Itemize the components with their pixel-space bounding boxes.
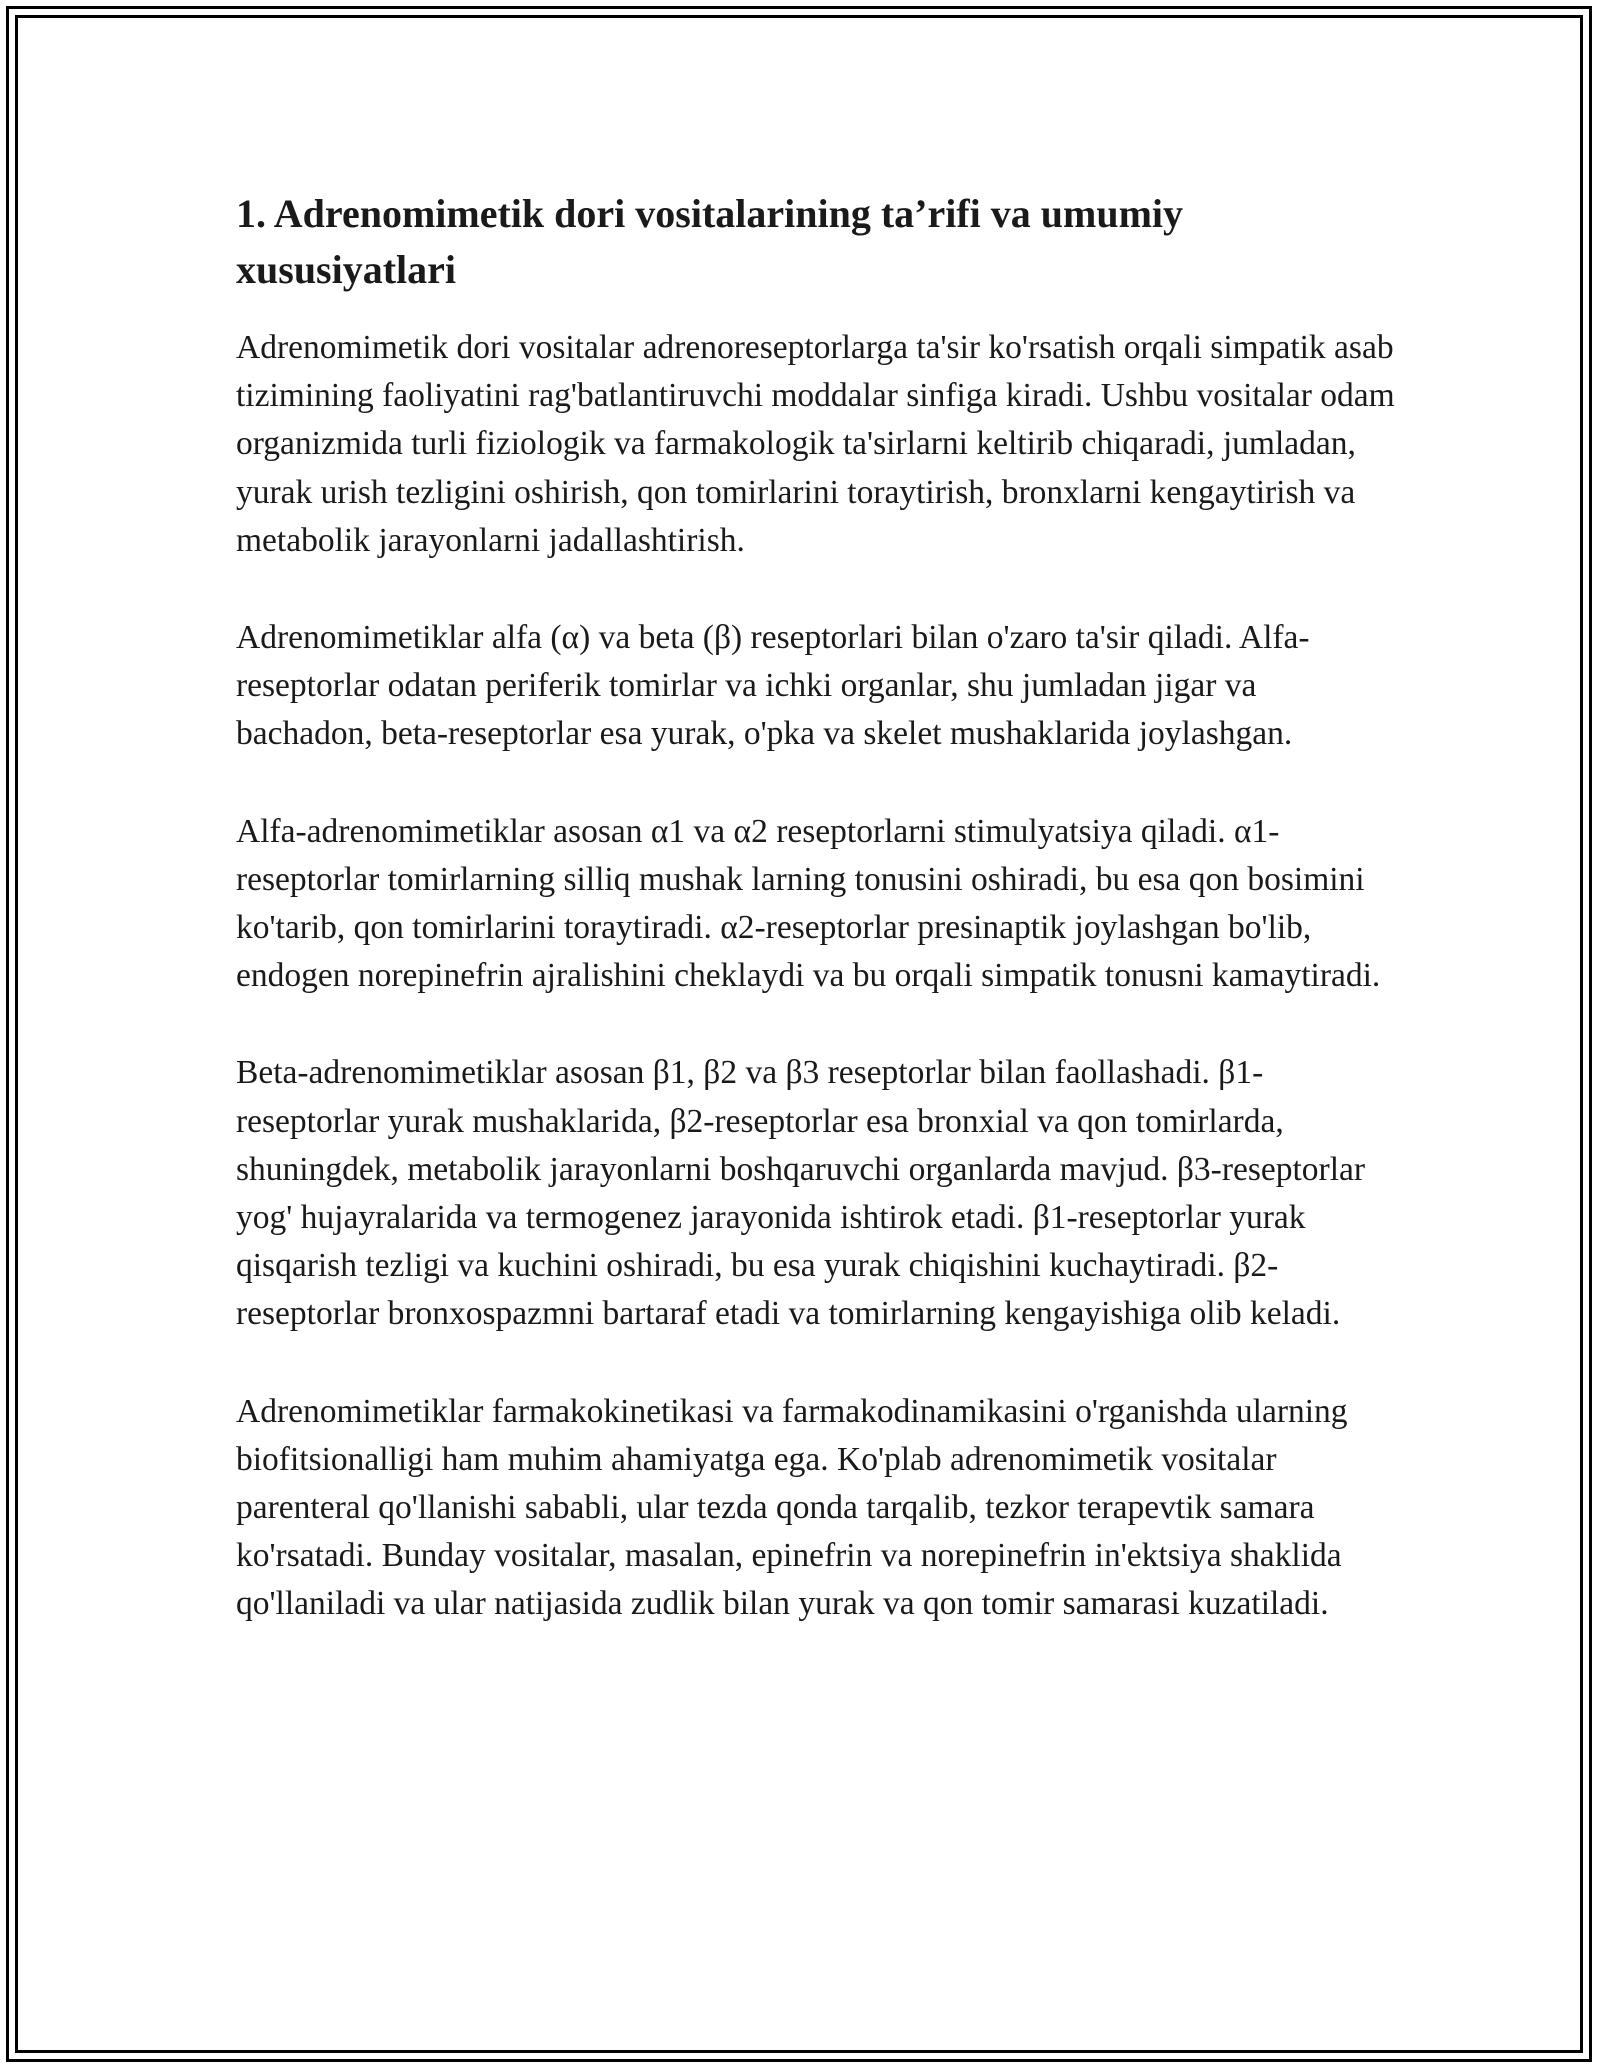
paragraph-beta-agonists: Beta-adrenomimetiklar asosan β1, β2 va β3 reseptorlar bilan faollashadi. β1-reseptorlar yurak mushaklarida, β2-reseptorlar esa bronxial va qon tomirlarda, shuningdek, metabolik jarayonlarni boshqaruvchi organlarda mavjud. β3-reseptorlar yog' hujayralarida va termogenez jarayonida ishtirok etadi. β1-reseptorlar yurak qisqarish tezligi va kuchini oshiradi, bu esa yurak chiqishini kuchaytiradi. β2-reseptorlar bronxospazmni bartaraf etadi va tomirlarning kengayishiga olib keladi. <box>236 1054 1366 1333</box>
document-body <box>236 186 1396 1678</box>
section-heading: 1. Adrenomimetik dori vositalarining ta’rifi va umumiy xususiyatlari <box>236 191 1184 292</box>
paragraph-definition: Adrenomimetik dori vositalar adrenoreseptorlarga ta'sir ko'rsatish orqali simpatik asab tizimining faoliyatini rag'batlantiruvchi moddalar sinfiga kiradi. Ushbu vositalar odam organizmida turli fiziologik va farmakologik ta'sirlarni keltirib chiqaradi, jumladan, yurak urish tezligini oshirish, qon tomirlarini toraytirish, bronxlarni kengaytirish va metabolik jarayonlarni jadallashtirish. <box>236 329 1395 559</box>
paragraph-pharmacokinetics: Adrenomimetiklar farmakokinetikasi va farmakodinamikasini o'rganishda ularning biofitsionalligi ham muhim ahamiyatga ega. Ko'plab adrenomimetik vositalar parenteral qo'llanishi sababli, ular tezda qonda tarqalib, tezkor terapevtik samara ko'rsatadi. Bunday vositalar, masalan, epinefrin va norepinefrin in'ektsiya shaklida qo'llaniladi va ular natijasida zudlik bilan yurak va qon tomir samarasi kuzatiladi. <box>236 1392 1348 1623</box>
paragraph-alpha-agonists: Alfa-adrenomimetiklar asosan α1 va α2 reseptorlarni stimulyatsiya qiladi. α1-reseptorlar tomirlarning silliq mushak larning tonusini oshiradi, bu esa qon bosimini ko'tarib, qon tomirlarini toraytiradi. α2-reseptorlar presinaptik joylashgan bo'lib, endogen norepinefrin ajralishini cheklaydi va bu orqali simpatik tonusni kamaytiradi. <box>236 812 1381 995</box>
paragraph-receptor-types: Adrenomimetiklar alfa (α) va beta (β) reseptorlari bilan o'zaro ta'sir qiladi. Alfa-reseptorlar odatan periferik tomirlar va ichki organlar, shu jumladan jigar va bachadon, beta-reseptorlar esa yurak, o'pka va skelet mushaklarida joylashgan. <box>236 619 1310 753</box>
